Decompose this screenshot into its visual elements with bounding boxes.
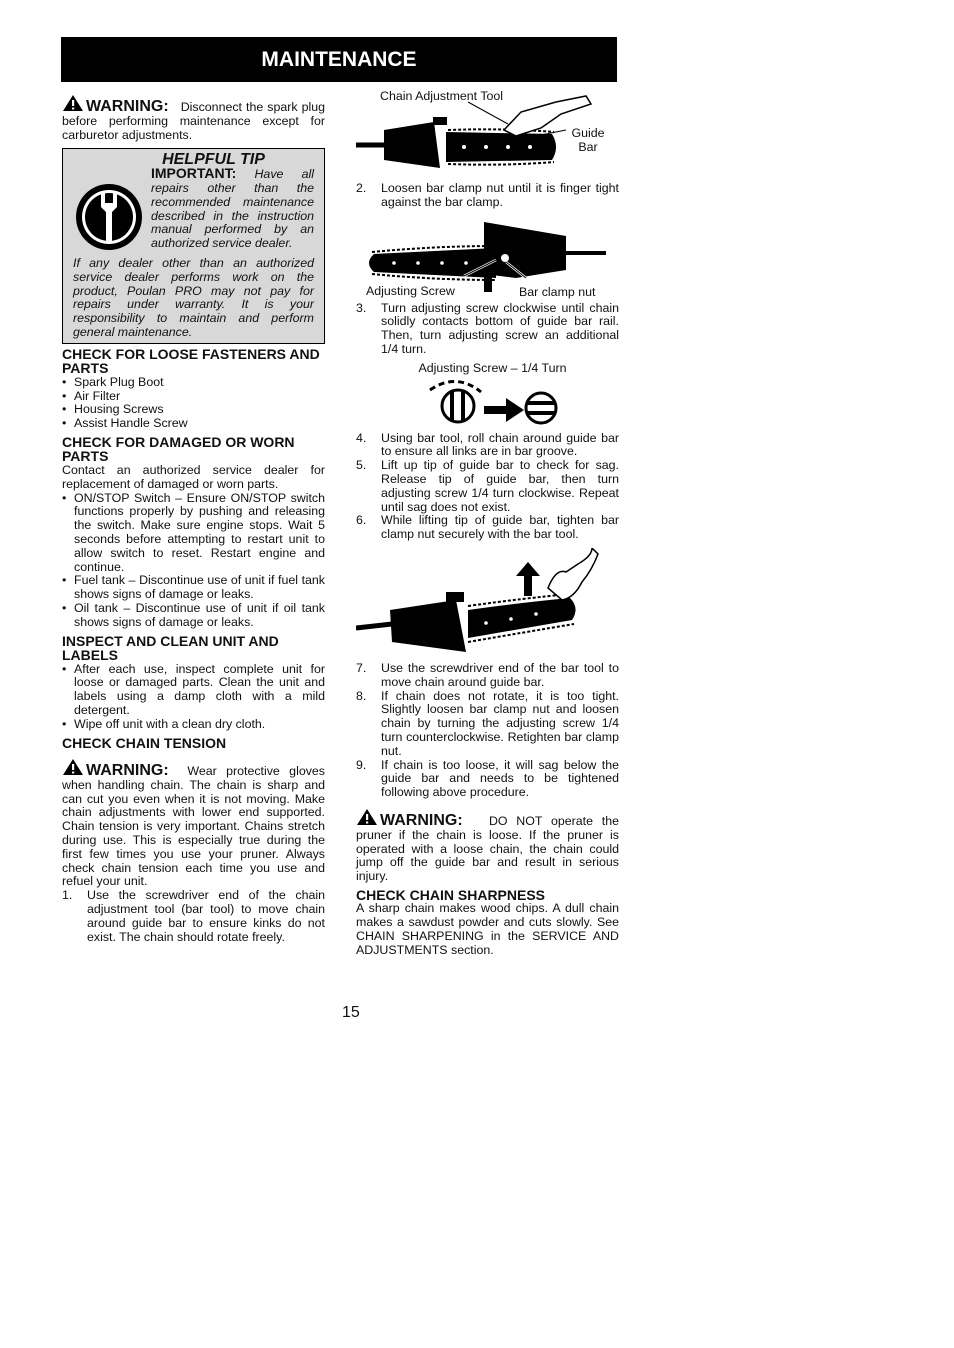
list-item: • After each use, inspect complete unit for loose or damaged parts. Clean the unit and labels using a damp cloth with a mild detergent. [62,663,325,718]
list-item: • Fuel tank – Discontinue use of unit if fuel tank shows signs of damage or leaks. [62,574,325,602]
clean-list [62,663,325,732]
tip-warranty-text: If any dealer other than an authorized service dealer performs work on the product, Poulan PRO may not pay for repairs under warranty. It is your responsibility to maintain and perform general maintenance. [73,255,314,339]
warning-gloves: WARNING: Wear protective gloves when handling chain. The chain is sharp and can cut you even when it is not moving. Make chain adjustments with lower end supported. Chain tension is very important. Chains stretch during use. This is especially true during the first few times you use your pruner. Always check chain tension each time you use and refuel your unit. [62,758,325,889]
paragraph: Contact an authorized service dealer for replacement of damaged or worn parts. [62,462,325,491]
quarter-turn-illustration [426,378,561,428]
left-column [62,94,325,944]
warning-loose-chain: WARNING: DO NOT operate the pruner if the chain is loose. If the pruner is operated with a loose chain, the chain could jump off the guide bar and result in serious injury. [356,808,619,884]
helpful-tip-box: HELPFUL TIP IMPORTANT: Have all repairs other than the recommended maintenance described in the instruction manual performed by an authorized service dealer. If any dealer other than an authorized service dealer performs work on the product, Poulan PRO may not pay for repairs under warranty. It is your responsibility to maintain and perform general maintenance. [62,148,325,343]
steps-list [356,662,619,800]
list-item: 9. If chain is too loose, it will sag below the guide bar and needs to be tightened following above procedure. [356,757,619,800]
section-heading: INSPECT AND CLEAN UNIT AND LABELS [62,632,279,664]
steps-list [356,182,619,210]
warning-label: WARNING: [62,762,169,779]
warning-icon [62,758,84,776]
list-item: 3. Turn adjusting screw clockwise until chain solidly contacts bottom of guide bar rail. Then, turn adjusting screw an additional 1/4 turn. [356,300,619,356]
fasteners-list [62,376,325,431]
page-number: 15 [342,1004,360,1021]
figure-chain-adjustment-tool [356,89,619,182]
section-heading: CHECK FOR LOOSE FASTENERS AND PARTS [62,345,320,377]
figure-adjusting-screw [356,216,619,302]
list-item: • Spark Plug Boot [62,376,325,390]
section-heading: CHECK CHAIN TENSION [62,734,227,751]
steps-list [62,889,325,944]
list-item: 1. Use the screwdriver end of the chain adjustment tool (bar tool) to move chain around guide bar to ensure kinks do not exist. The chain should rotate freely. [62,888,325,944]
list-item: 7. Use the screwdriver end of the bar tool to move chain around guide bar. [356,660,619,689]
list-item: • Air Filter [62,390,325,404]
figure-label: Chain Adjustment Tool [380,89,504,103]
page-title: MAINTENANCE [61,37,617,82]
list-item: • Oil tank – Discontinue use of unit if oil tank shows signs of damage or leaks. [62,602,325,630]
warning-disconnect: WARNING: Disconnect the spark plug before performing maintenance except for carburetor adjustments. [62,94,325,142]
figure-label: Guide Bar [571,126,605,154]
list-item: • ON/STOP Switch – Ensure ON/STOP switch functions properly by pushing and releasing the switch. Make sure engine stops. Wait 5 seconds before attempting to restart unit to allow switch to reset. Restart engine and continue. [62,492,325,575]
list-item: • Wipe off unit with a clean dry cloth. [62,718,325,732]
list-item: • Assist Handle Screw [62,417,325,431]
list-item: 2. Loosen bar clamp nut until it is finger tight against the bar clamp. [356,181,619,209]
list-item: 5. Lift up tip of guide bar to check for sag. Release tip of guide bar, then turn adjusting screw 1/4 turn clockwise. Repeat until sag does not exist. [356,458,619,514]
tip-title: HELPFUL TIP [162,151,265,169]
chainsaw-tool-illustration [356,89,619,182]
warning-icon [356,808,378,826]
figure-label: Bar clamp nut [519,284,596,299]
list-item: 6. While lifting tip of guide bar, tighten bar clamp nut securely with the bar tool. [356,513,619,542]
figure-quarter-turn [356,376,619,432]
steps-list [356,302,619,357]
warning-label: WARNING: [62,98,169,115]
warning-label: WARNING: [356,812,463,829]
damaged-parts-list [62,492,325,630]
list-item: 8. If chain does not rotate, it is too tight. Slightly loosen bar clamp nut and loosen chain by turning the adjusting screw 1/4 turn counterclockwise. Retighten bar clamp nut. [356,688,619,758]
right-column [356,89,620,958]
figure-caption: Adjusting Screw – 1/4 Turn [418,360,567,375]
steps-list [356,432,619,542]
wrench-icon [73,167,151,257]
figure-lift-bar [356,542,619,662]
paragraph: A sharp chain makes wood chips. A dull chain makes a sawdust powder and cuts slowly. See CHAIN SHARPENING in the SERVICE AND ADJUSTMENTS section. [356,901,619,957]
lift-guide-bar-illustration [356,548,619,660]
section-heading: CHECK FOR DAMAGED OR WORN PARTS [62,433,295,465]
list-item: 4. Using bar tool, roll chain around guide bar to ensure all links are in bar groove. [356,430,619,459]
list-item: • Housing Screws [62,403,325,417]
warning-icon [62,94,84,112]
figure-label: Adjusting Screw [366,283,455,298]
section-heading: CHECK CHAIN SHARPNESS [356,886,546,903]
